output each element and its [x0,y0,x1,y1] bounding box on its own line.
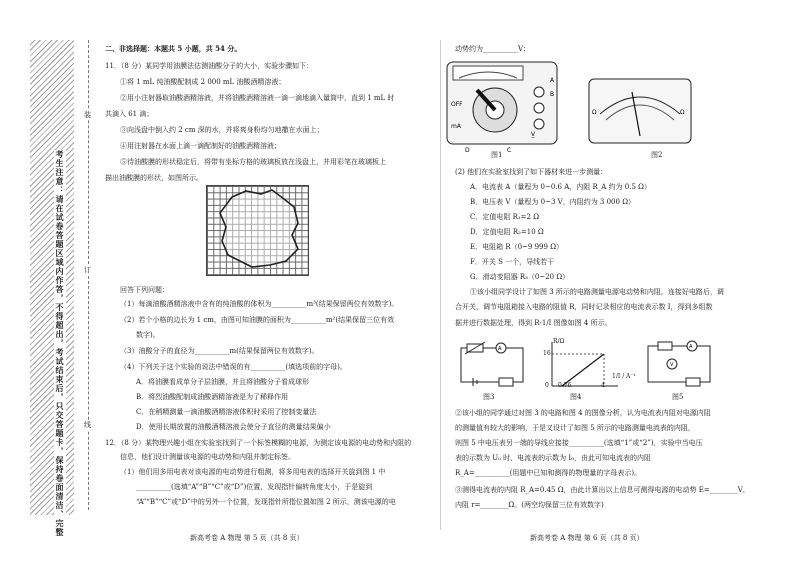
equipment-item: F．开关 S 一个，导线若干 [470,258,555,266]
equipment-item: E．电阻箱 R（0~9 999 Ω） [470,243,563,251]
figure-1-caption: 图1 [491,151,503,159]
svg-text:Ω: Ω [680,109,685,116]
equipment-item: C．定值电阻 R₁=2 Ω [470,213,540,221]
r-vs-inverse-i-graph [540,338,620,392]
exam-notice: 考生注意：请在试卷答题区域内作答，不得超出，考试结束后，只交答题卡，保持卷面清洁、完整 [55,150,65,537]
q2-more: 表的示数为 U₀ 时，电流表的示数为 I₀，由此可知电流表的内阻 [455,454,651,462]
figure-5-caption: 图5 [672,393,684,401]
graph-x-tick: 4 [601,382,605,389]
oil-film-outline [206,185,309,276]
q11-step: 共滴入 61 滴； [105,110,154,118]
q2-more: ②该小组的同学通过对图 3 的电路和图 4 的图像分析，认为电流表内阻对电源内阻 [455,409,711,417]
graph-x-tick: 0.76 [558,382,572,389]
q11-step: ②用小注射器取油酸酒精溶液，并将油酸酒精溶液一滴一滴地滴入量筒中，直到 1 mL 时 [120,94,395,102]
graph-y-tick: 16 [543,350,551,357]
equipment-item: B．电压表 V（量程为 0~3 V，内阻约为 3 000 Ω） [470,198,635,206]
q2-body: 据并进行数据处理，得到 R-1/I 图像如图 4 所示。 [455,319,612,327]
binding-margin-hatch [30,40,74,515]
svg-text:Ω: Ω [592,109,597,116]
page-divider [440,40,441,530]
svg-text:mA: mA [451,123,461,130]
q12-line: 12．（8 分）某物理兴趣小组在实验室找到了一个标签模糊的电源，为测定该电源的电动势和内阻的 [105,439,412,447]
q11-sub: （3）油酸分子的直径为__________m(结果保留两位有效数字)。 [120,347,319,355]
section-title: 二、非选择题：本题共 5 小题，共 54 分。 [105,44,242,53]
graph-x-label: 1/I / A⁻¹ [612,373,636,380]
svg-text:D: D [465,147,470,154]
svg-text:V: V [670,362,674,368]
q2-body: 合开关，调节电阻箱接入电路的阻值 R，同时记录相应的电流表示数 I，得到多组数 [455,303,713,311]
svg-text:OFF: OFF [451,101,463,108]
q12-line: （1）他们用多用电表对该电源的电动势进行粗测，将多用电表的选择开关旋到图 1 中 [120,468,386,476]
graph-origin: 0 [545,382,549,389]
q11-option: B．将烈油酸配制成油酸酒精溶液是为了稀释作用 [136,393,289,401]
q11-sub: （4）下列关于这个实验的说法中错误的有__________(填选项前的字母)。 [120,363,347,371]
q11-step: ③向浅盘中倒入约 2 cm 深的水，并将爽身粉均匀地撒在水面上； [120,126,324,134]
q2-more: 内阻 r=________Ω。(两空均保留三位有效数字) [455,501,604,509]
q11-step: ④用注射器在水面上滴一滴配制好的油酸酒精溶液； [120,142,281,150]
q11-option: C．在稍精测量一滴油酸酒精溶液体积时采用了控制变量法 [136,408,317,416]
answer-prompt: 回答下列问题： [120,286,169,294]
q12-line: 信息，他们设计测量该电源的电动势和内阻并制定标签。 [120,453,295,461]
binding-marker: 线 [84,421,91,429]
multimeter-figure [445,60,560,155]
svg-text:V̲: V̲ [531,131,536,138]
page-footer-left: 新高考卷 A 物理 第 5 页（共 8 页） [190,534,304,542]
q2-more: 则图 5 中电压表另一端的导线应接接__________(选填“1”或“2”)，实验中当电压 [455,439,703,447]
svg-text:A: A [498,346,502,352]
equipment-item: G．滑动变阻器 R₃（0~20 Ω） [470,273,570,281]
svg-text:B: B [550,91,555,98]
q2-more: R_A=__________(用题中已知和测得的物理量的字母表示)。 [455,469,642,477]
svg-text:A: A [689,344,693,350]
q12-line: “A”“B”“C”或“D”中的另外一个位置，发现指针所指位置如图 2 所示，测该电源的电 [136,498,396,506]
q11-sub: 数字)。 [136,331,160,339]
binding-marker: 订 [84,266,91,274]
svg-text:C: C [507,147,512,154]
figure-2-caption: 图2 [651,151,663,159]
meter-face-figure [588,78,692,144]
graph-y-label: R/Ω [553,338,565,345]
q11-option: A．将油膜看成单分子层油膜，并且将油酸分子看成球形 [136,378,310,386]
q11-sub: （2）若个小格的边长为 1 cm，由图可知油膜的面积为__________m²(结果保留三位有效 [120,316,395,324]
q11-head: 11．（8 分）某同学用油膜法估测油酸分子的大小，实验步骤如下： [105,62,314,70]
circuit-figure-5 [642,340,717,390]
equipment-item: D．定值电阻 R₂=10 Ω [470,228,544,236]
q2-head: (2) 他们在实验室找到了如下器材来进一步测量： [455,168,608,176]
q11-step: 描出油酸膜的形状，如图所示。 [105,174,203,182]
q2-body: ①该小组同学设计了如图 3 所示的电路测量电源电动势和内阻，连接好电路后，调 [470,288,724,296]
q11-option: D．使用长期放置的油酸酒精溶液会使分子直径的测量结果偏小 [136,423,331,431]
svg-text:A: A [550,77,555,84]
figure-4-caption: 图4 [570,393,582,401]
q2-more: 的测量值有较大的影响，于是又设计了如图 5 所示的电路测量电流表的内阻， [455,424,695,432]
q12-voltage-line: 动势约为__________V； [455,45,531,53]
page-footer-right: 新高考卷 A 物理 第 6 页（共 8 页） [530,534,644,542]
q11-step: ⑤待油酸膜的形状稳定后，将带有坐标方格的玻璃板放在浅盘上，并用彩笔在玻璃板上 [120,158,386,166]
q2-more: ③测得电流表的内阻 R_A=0.45 Ω，由此计算出以上信息可测得电源的电动势 E=________V， [455,486,750,494]
q12-line: __________(选填“A”“B”“C”或“D”)位置，发现指针偏转角度太小，于是旋到 [136,483,373,491]
q11-sub: （1）每滴油酸酒精溶液中含有的纯油酸的体积为__________m³(结果保留两位有效数字)。 [120,300,399,308]
q11-step: ①将 1 mL 纯油酸配制成 2 000 mL 油酸酒精溶液； [120,78,286,86]
equipment-item: A．电流表 A（量程为 0~0.6 A，内阻 R_A 约为 0.5 Ω） [470,183,651,191]
binding-marker: 装 [84,111,91,119]
figure-3-caption: 图3 [483,393,495,401]
circuit-figure-3 [455,340,530,390]
